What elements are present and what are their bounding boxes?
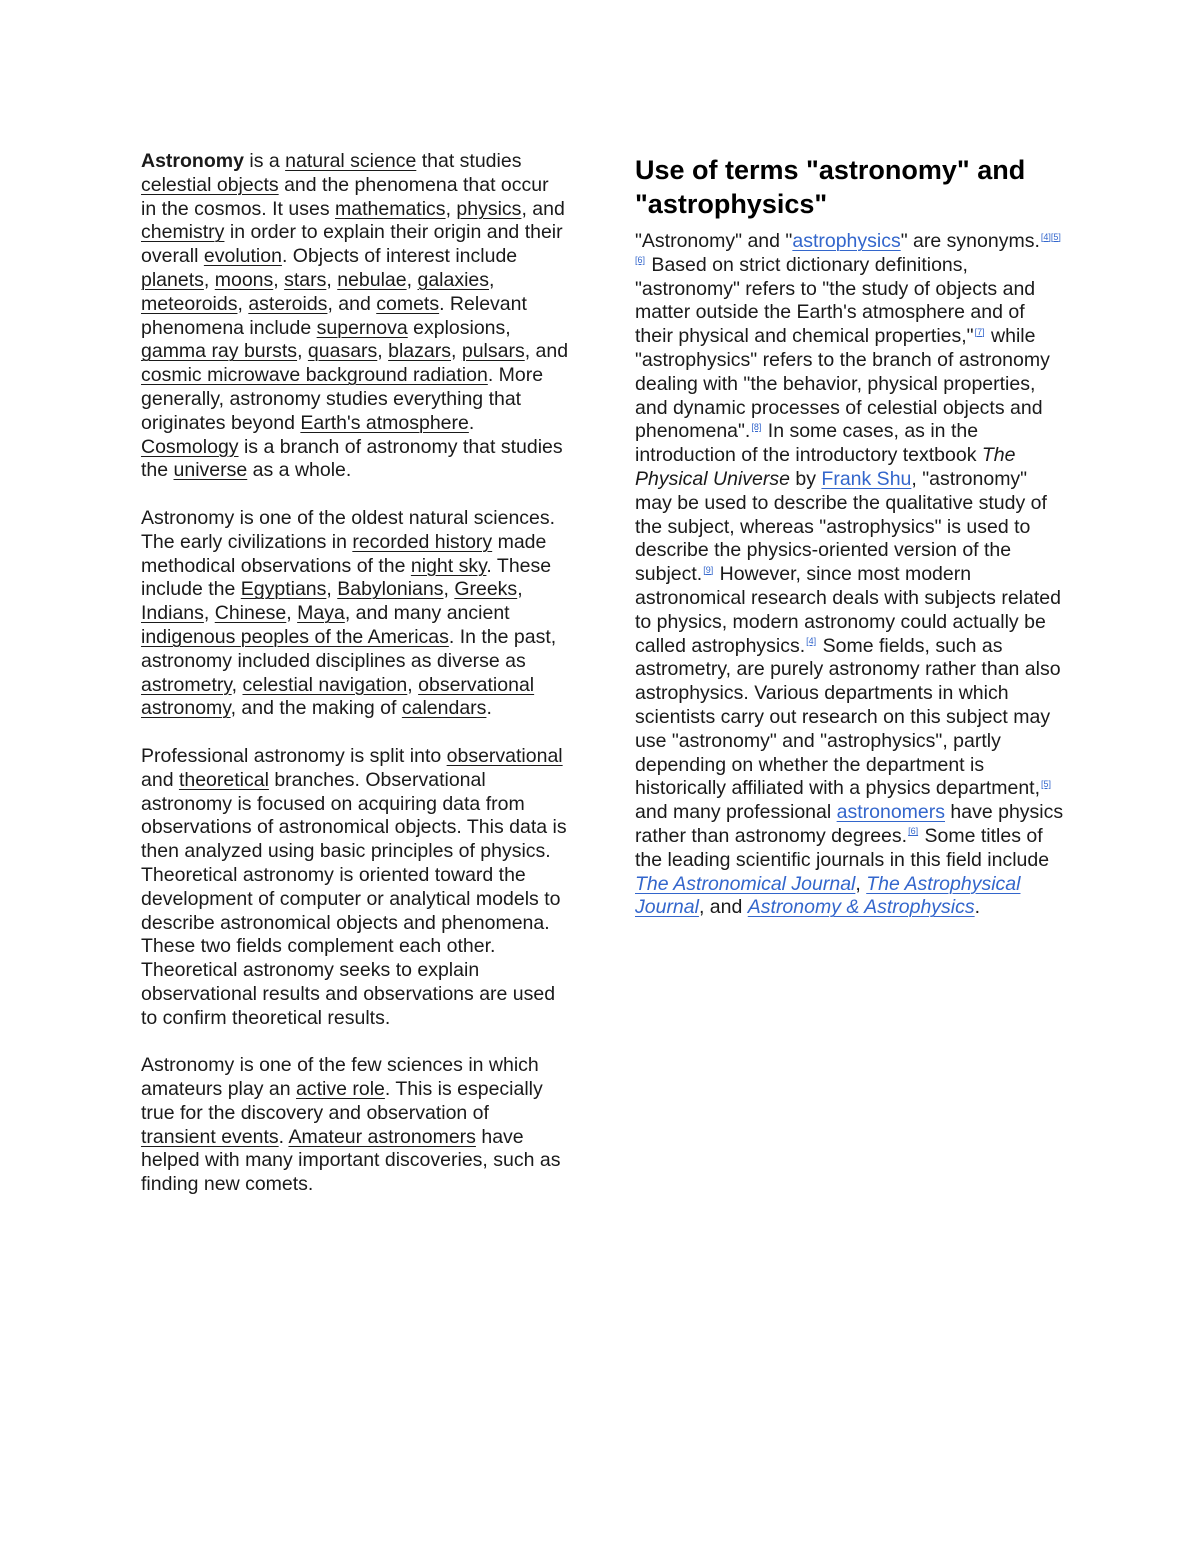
intro-paragraph: Astronomy is a natural science that studies celestial objects and the phenomena that occur in the cosmos. It uses mathematics, physics, and chemistry in order to explain their origin and their overall evolution. Objects of interest include planets, moons, stars, nebulae, galaxies, meteoroids, asteroids, and comets. Relevant phenomena include supernova explosions, gamma ray bursts, quasars, blazars, pulsars, and cosmic microwave background radiation. More generally, astronomy studies everything that originates beyond Earth's atmosphere. Cosmology is a branch of astronomy that studies the universe as a whole. <box>141 150 569 482</box>
link-pulsars[interactable]: pulsars <box>461 340 525 363</box>
link-nebulae[interactable]: nebulae <box>337 268 407 291</box>
link-astronomy-and-astrophysics[interactable]: Astronomy & Astrophysics <box>747 896 975 919</box>
citation-6[interactable]: [6] <box>908 826 919 837</box>
right-column <box>635 150 1065 944</box>
book-title-physical-universe: The Physical Universe <box>635 444 1016 490</box>
link-quasars[interactable]: quasars <box>307 340 378 363</box>
link-evolution[interactable]: evolution <box>203 245 282 268</box>
link-transient-events[interactable]: transient events <box>141 1125 279 1148</box>
link-astronomers[interactable]: astronomers <box>836 801 945 824</box>
section-heading: Use of terms "astronomy" and "astrophysics" <box>635 155 1026 219</box>
link-maya[interactable]: Maya <box>297 602 345 625</box>
link-cosmic-microwave-background[interactable]: cosmic microwave background radiation <box>141 364 488 387</box>
link-celestial-objects[interactable]: celestial objects <box>141 173 279 196</box>
citation-7[interactable]: [7] <box>974 326 985 337</box>
link-frank-shu[interactable]: Frank Shu <box>821 467 912 490</box>
link-recorded-history[interactable]: recorded history <box>352 530 493 553</box>
terms-paragraph: "Astronomy" and "astrophysics" are synonyms.[4][5][6] Based on strict dictionary definitions, "astronomy" refers to "the study of objects and matter outside the Earth's atmosphere and of their physical and chemical properties,"[7] while "astrophysics" refers to the branch of astronomy dealing with "the behavior, physical properties, and dynamic processes of celestial objects and phenomena".[8] In some cases, as in the introduction of the introductory textbook The Physical Universe by Frank Shu, "astronomy" may be used to describe the qualitative study of the subject, whereas "astrophysics" is used to describe the physics-oriented version of the subject.[9] However, since most modern astronomical research deals with subjects related to physics, modern astronomy could actually be called astrophysics.[4] Some fields, such as astrometry, are purely astronomy rather than also astrophysics. Various departments in which scientists carry out research on this subject may use "astronomy" and "astrophysics", partly depending on whether the department is historically affiliated with a physics department,[5] and many professional astronomers have physics rather than astronomy degrees.[6] Some titles of the leading scientific journals in this field include The Astronomical Journal, The Astrophysical Journal, and Astronomy & Astrophysics. <box>635 230 1064 919</box>
link-chemistry[interactable]: chemistry <box>141 221 225 244</box>
link-earths-atmosphere[interactable]: Earth's atmosphere <box>300 411 469 434</box>
link-astronomical-journal[interactable]: The Astronomical Journal <box>635 872 856 895</box>
link-stars[interactable]: stars <box>284 268 327 291</box>
link-calendars[interactable]: calendars <box>401 697 487 720</box>
history-paragraph: Astronomy is one of the oldest natural sciences. The early civilizations in recorded history made methodical observations of the night sky. These include the Egyptians, Babylonians, Greeks, Indians, Chinese, Maya, and many ancient indigenous peoples of the Americas. In the past, astronomy included disciplines as diverse as astrometry, celestial navigation, observational astronomy, and the making of calendars. <box>141 506 557 720</box>
citation-4[interactable]: [4] <box>806 636 817 647</box>
link-indians[interactable]: Indians <box>141 602 204 625</box>
link-greeks[interactable]: Greeks <box>454 578 518 601</box>
link-cosmology[interactable]: Cosmology <box>141 435 239 458</box>
amateurs-paragraph: Astronomy is one of the few sciences in which amateurs play an active role. This is especially true for the discovery and observation of transient events. Amateur astronomers have helped with many important discoveries, such as finding new comets. <box>141 1054 561 1196</box>
link-chinese[interactable]: Chinese <box>214 602 287 625</box>
link-physics[interactable]: physics <box>456 197 522 220</box>
link-astrometry[interactable]: astrometry <box>141 673 232 696</box>
link-astrophysics[interactable]: astrophysics <box>792 230 901 252</box>
term-astronomy: Astronomy <box>141 150 244 172</box>
link-astrophysical-journal[interactable]: The Astrophysical Journal <box>635 872 1021 919</box>
link-amateur-astronomers[interactable]: Amateur astronomers <box>288 1125 476 1148</box>
branches-paragraph: Professional astronomy is split into observational and theoretical branches. Observational astronomy is focused on acquiring data from observations of astronomical objects. This data is then analyzed using basic principles of physics. Theoretical astronomy is oriented toward the development of computer or analytical models to describe astronomical objects and phenomena. These two fields complement each other. Theoretical astronomy seeks to explain observational results and observations are used to confirm theoretical results. <box>141 744 567 1029</box>
citation-9[interactable]: [9] <box>703 564 714 575</box>
link-observational[interactable]: observational <box>446 744 563 767</box>
link-observational-astronomy[interactable]: observational astronomy <box>141 673 535 720</box>
citation-8[interactable]: [8] <box>751 421 762 432</box>
link-mathematics[interactable]: mathematics <box>335 197 446 220</box>
link-night-sky[interactable]: night sky <box>410 554 487 577</box>
citation-4-5-6[interactable]: [4][5][6] <box>635 231 1061 266</box>
link-asteroids[interactable]: asteroids <box>248 292 328 315</box>
citation-5[interactable]: [5] <box>1041 778 1052 789</box>
link-universe[interactable]: universe <box>173 459 248 482</box>
link-blazars[interactable]: blazars <box>388 340 451 363</box>
link-celestial-navigation[interactable]: celestial navigation <box>242 673 408 696</box>
left-column <box>141 150 569 1221</box>
link-egyptians[interactable]: Egyptians <box>240 578 327 601</box>
link-meteoroids[interactable]: meteoroids <box>141 292 238 315</box>
link-natural-science[interactable]: natural science <box>285 150 417 172</box>
link-indigenous-peoples[interactable]: indigenous peoples of the Americas <box>141 625 449 648</box>
link-babylonians[interactable]: Babylonians <box>337 578 444 601</box>
link-planets[interactable]: planets <box>141 268 204 291</box>
link-comets[interactable]: comets <box>376 292 440 315</box>
link-supernova[interactable]: supernova <box>316 316 408 339</box>
link-gamma-ray-bursts[interactable]: gamma ray bursts <box>141 340 298 363</box>
link-galaxies[interactable]: galaxies <box>417 268 490 291</box>
link-theoretical[interactable]: theoretical <box>178 768 269 791</box>
link-active-role[interactable]: active role <box>296 1078 385 1101</box>
link-moons[interactable]: moons <box>214 268 274 291</box>
